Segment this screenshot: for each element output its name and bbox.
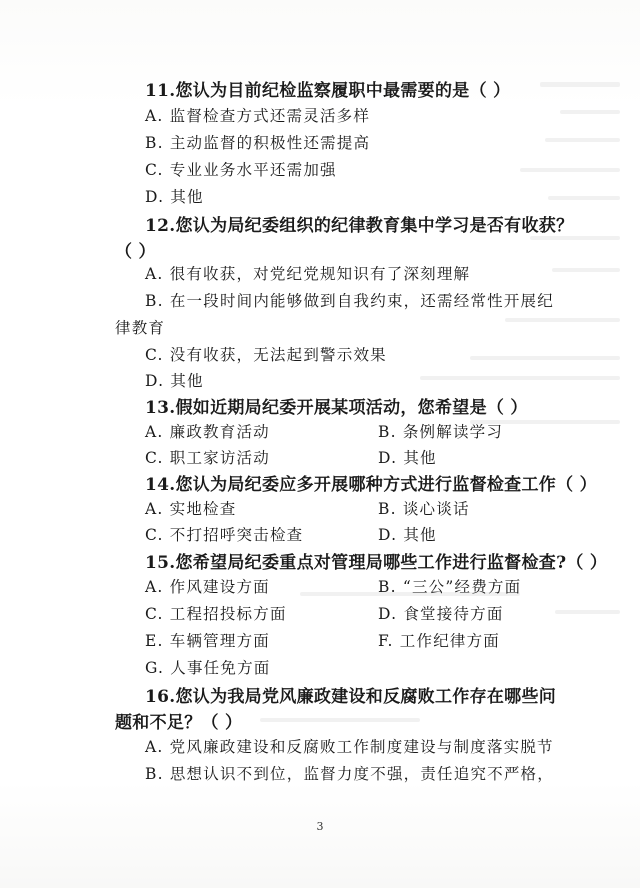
q11-option-b: B. 主动监督的积极性还需提高 — [145, 134, 371, 152]
q11-option-d: D. 其他 — [145, 188, 204, 206]
q14-option-d: D. 其他 — [378, 526, 437, 544]
q14-title: 14.您认为局纪委应多开展哪种方式进行监督检查工作（ ） — [145, 475, 597, 495]
q11-title: 11.您认为目前纪检监察履职中最需要的是（ ） — [145, 81, 511, 101]
q13-option-b: B. 条例解读学习 — [378, 423, 504, 441]
q12-option-b-continued: 律教育 — [115, 319, 166, 337]
q15-option-f: F. 工作纪律方面 — [378, 632, 500, 650]
page-number: 3 — [316, 820, 324, 833]
q16-option-a: A. 党风廉政建设和反腐败工作制度建设与制度落实脱节 — [145, 738, 554, 756]
q12-option-a: A. 很有收获，对党纪党规知识有了深刻理解 — [145, 265, 471, 283]
q14-option-b: B. 谈心谈话 — [378, 500, 470, 518]
q11-option-a: A. 监督检查方式还需灵活多样 — [145, 107, 371, 125]
q15-title: 15.您希望局纪委重点对管理局哪些工作进行监督检查?（ ） — [145, 553, 608, 573]
q15-option-c: C. 工程招投标方面 — [145, 605, 287, 623]
q15-option-g: G. 人事任免方面 — [145, 659, 271, 677]
q13-option-a: A. 廉政教育活动 — [145, 423, 270, 441]
q13-option-d: D. 其他 — [378, 449, 437, 467]
q12-title-continued: （ ） — [115, 242, 156, 262]
q11-option-c: C. 专业业务水平还需加强 — [145, 161, 337, 179]
q14-option-a: A. 实地检查 — [145, 500, 237, 518]
q13-option-c: C. 职工家访活动 — [145, 449, 270, 467]
q16-title-continued: 题和不足？（ ） — [115, 713, 243, 733]
q16-title: 16.您认为我局党风廉政建设和反腐败工作存在哪些问 — [145, 687, 557, 707]
q15-option-b: B. “三公”经费方面 — [378, 578, 522, 596]
q12-option-c: C. 没有收获，无法起到警示效果 — [145, 346, 387, 364]
q12-title: 12.您认为局纪委组织的纪律教育集中学习是否有收获？ — [145, 216, 574, 236]
q15-option-d: D. 食堂接待方面 — [378, 605, 504, 623]
q13-title: 13.假如近期局纪委开展某项活动，您希望是（ ） — [145, 398, 528, 418]
q16-option-b: B. 思想认识不到位，监督力度不强，责任追究不严格， — [145, 765, 554, 783]
q12-option-d: D. 其他 — [145, 372, 204, 390]
q14-option-c: C. 不打招呼突击检查 — [145, 526, 304, 544]
q15-option-e: E. 车辆管理方面 — [145, 632, 270, 650]
q12-option-b: B. 在一段时间内能够做到自我约束，还需经常性开展纪 — [145, 292, 554, 310]
q15-option-a: A. 作风建设方面 — [145, 578, 270, 596]
